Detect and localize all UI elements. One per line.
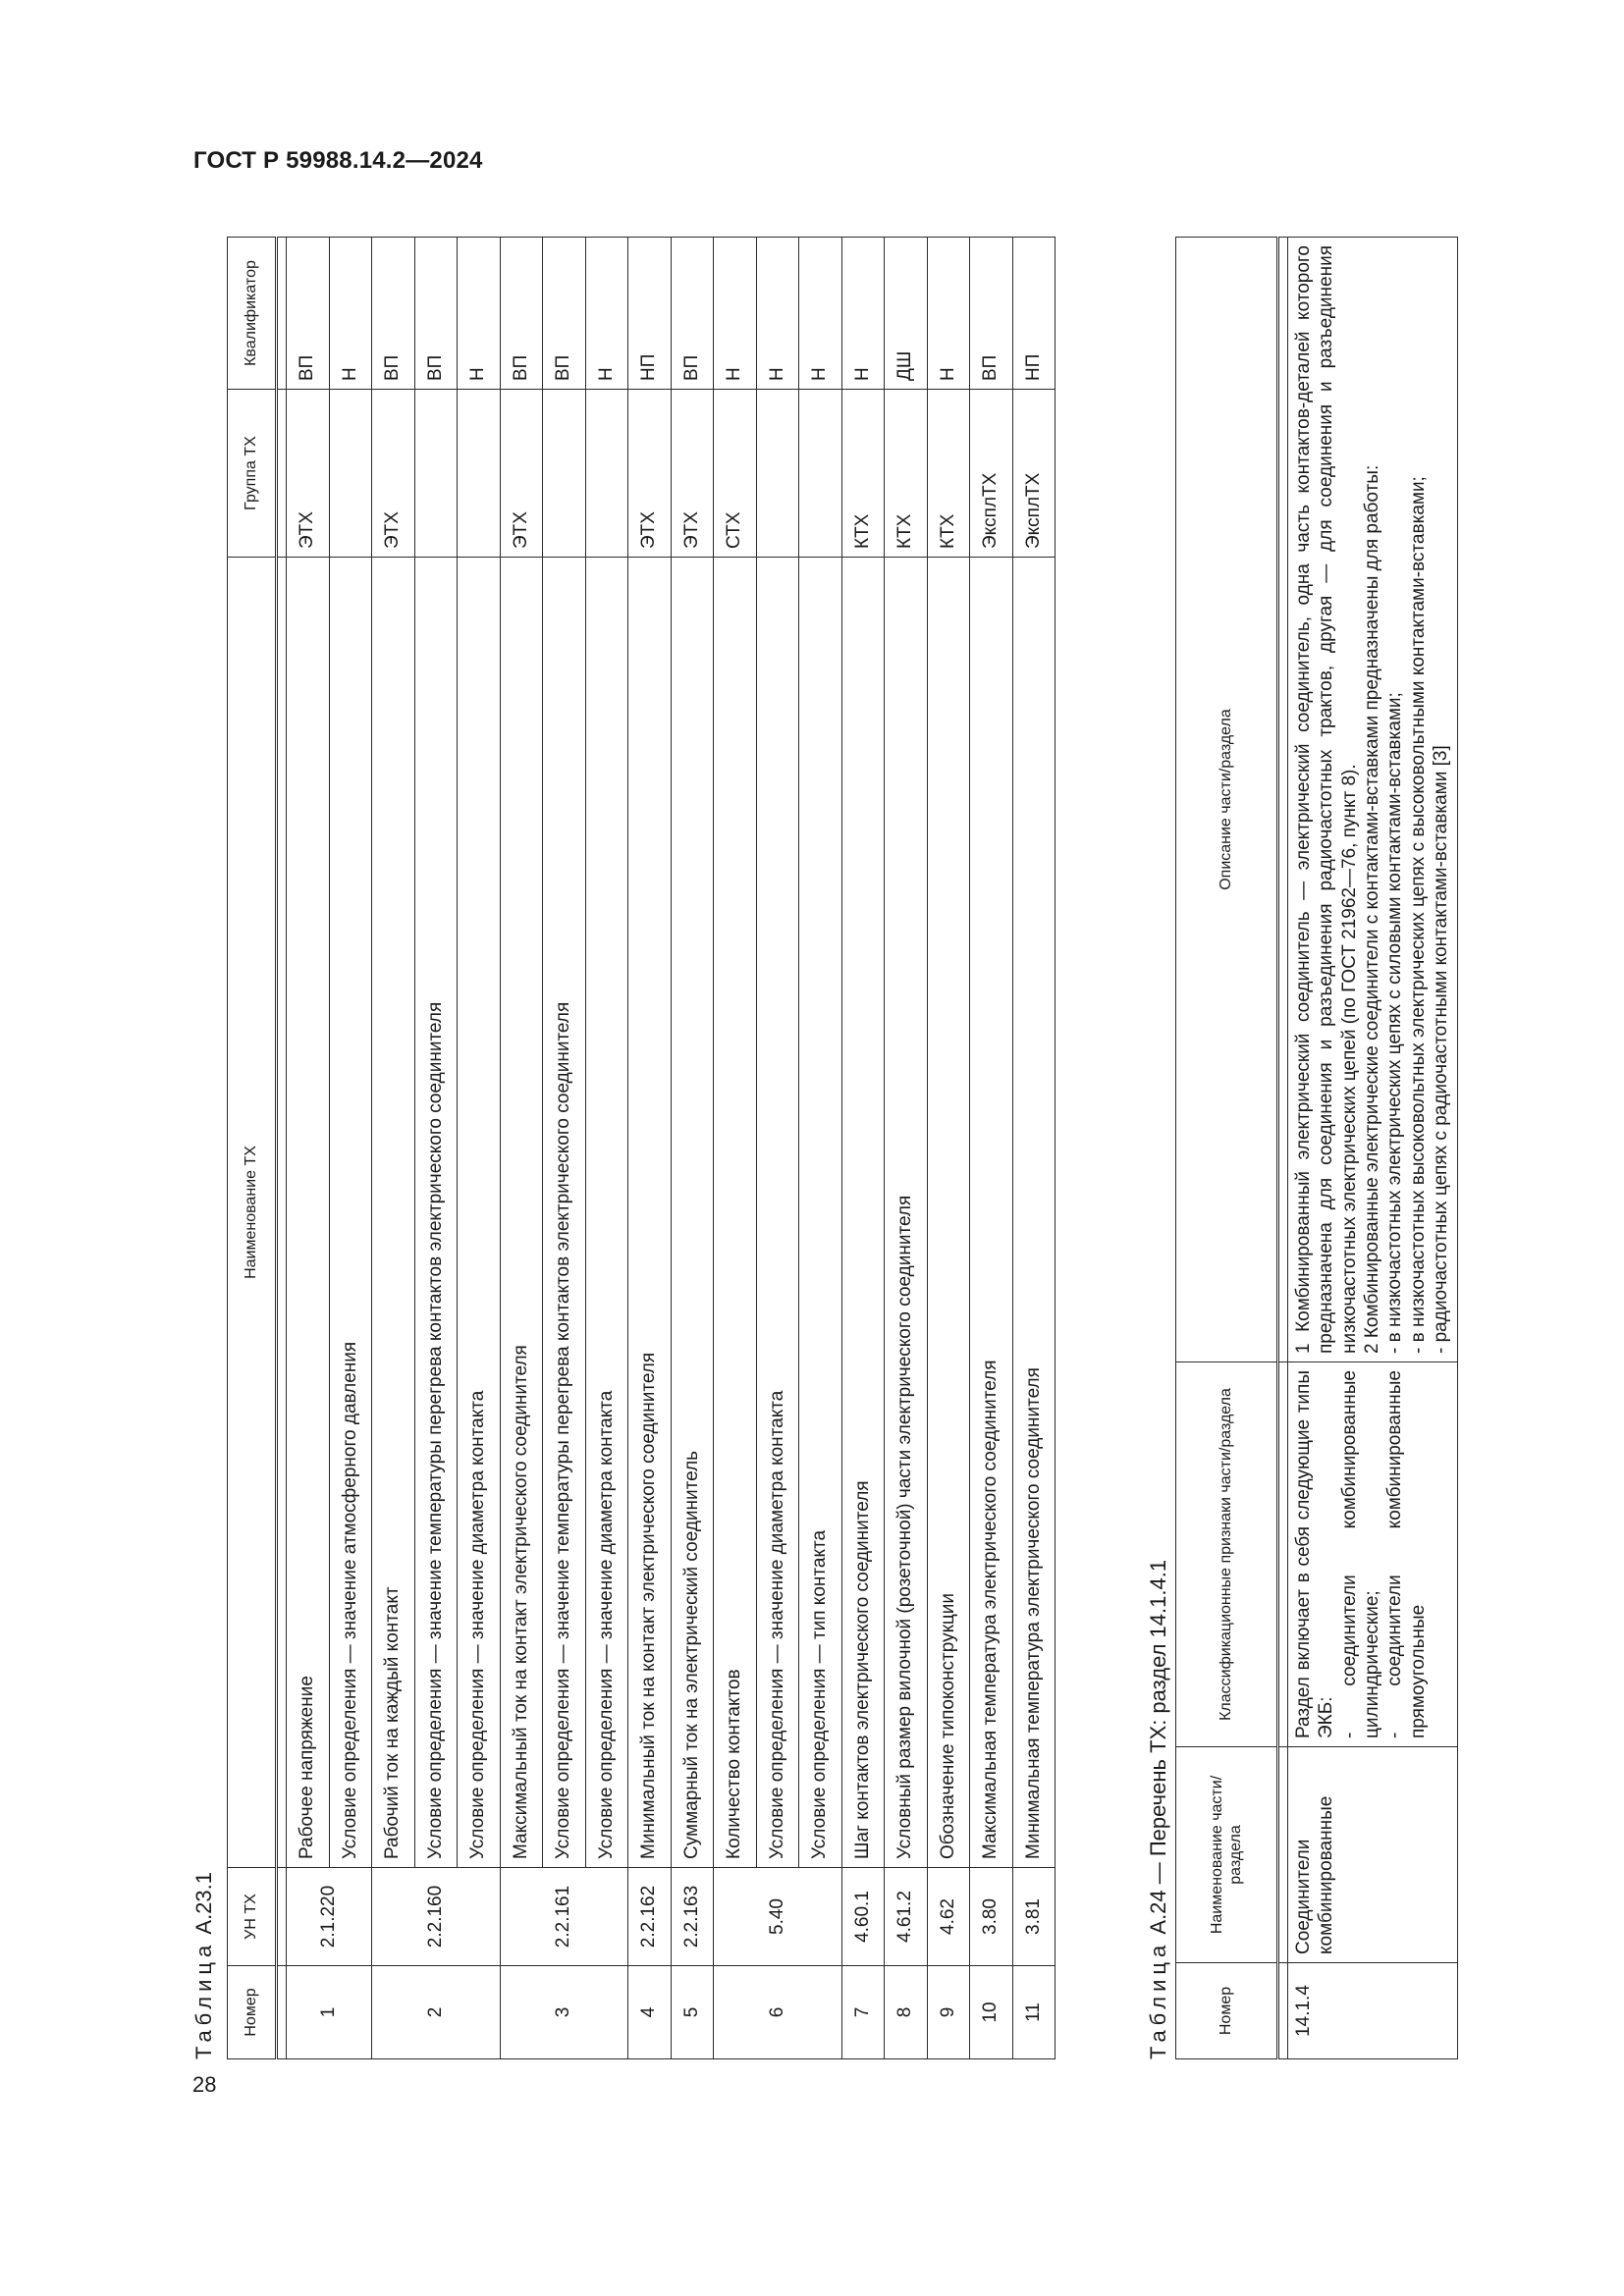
table-row: [885, 238, 928, 2059]
table-row: [714, 238, 757, 2059]
row-group: ЭксплТХ: [1012, 390, 1056, 558]
classification-line: Раздел включает в себя следующие типы ЭКБ:: [1293, 1370, 1337, 1738]
row-code: 2.1.220: [287, 1868, 372, 1966]
row-group: СТХ: [714, 390, 757, 558]
row-name: Количество контактов: [714, 558, 757, 1868]
row-qualifier: НП: [628, 238, 672, 390]
row-code: 2.2.162: [628, 1868, 672, 1966]
table-row: [628, 238, 672, 2059]
description-paragraph: 1 Комбинированный электрический соединитель — электрический соединитель, одна часть контактов-деталей которого предназначена для соединения и разъединения радиочастотных трактов, другая — для соединения и разъединения низкочастотных электрических цепей (по ГОСТ 21962—76, пункт 8).: [1293, 245, 1360, 1354]
table1-caption-number: А.23.1: [191, 1872, 216, 1935]
row-qualifier: Н: [799, 238, 842, 390]
row-group: ЭТХ: [372, 390, 415, 558]
table-row: [799, 238, 842, 2059]
col-header-group-tx: Группа ТХ: [228, 390, 277, 558]
col-header-number: Номер: [228, 1966, 277, 2059]
row-qualifier: Н: [756, 238, 799, 390]
table-row: [543, 238, 586, 2059]
row-qualifier: ВП: [414, 238, 458, 390]
row-code: 2.2.163: [671, 1868, 714, 1966]
table-row: [970, 238, 1013, 2059]
row-name: Максимальная температура электрического соединителя: [970, 558, 1013, 1868]
row-group: КТХ: [885, 390, 928, 558]
row-group: [414, 390, 458, 558]
row-name: Условие определения — значение диаметра контакта: [756, 558, 799, 1868]
row-number: 3: [500, 1966, 628, 2059]
row-group: ЭТХ: [671, 390, 714, 558]
row-code: 5.40: [714, 1868, 842, 1966]
row-qualifier: Н: [458, 238, 501, 390]
row-group: КТХ: [927, 390, 970, 558]
row-name: Обозначение типоконструкции: [927, 558, 970, 1868]
table-row: [1288, 238, 1458, 2059]
row-number: 9: [927, 1966, 970, 2059]
table-row: [372, 238, 415, 2059]
table-row: [500, 238, 543, 2059]
row-name: Рабочий ток на каждый контакт: [372, 558, 415, 1868]
table2-caption: [1146, 1560, 1171, 2059]
col-header-description: Описание части/раздела: [1176, 238, 1278, 1362]
table2-header-row: [1176, 238, 1278, 2059]
row-code: 2.2.161: [500, 1868, 628, 1966]
row-qualifier: Н: [329, 238, 372, 390]
table-row: [458, 238, 501, 2059]
row-qualifier: ВП: [287, 238, 330, 390]
row-qualifier: ВП: [500, 238, 543, 390]
row-qualifier: НП: [1012, 238, 1056, 390]
table-row: [756, 238, 799, 2059]
row-code: 4.62: [927, 1868, 970, 1966]
table2-caption-rest: А.24 — Перечень ТХ: раздел 14.1.4.1: [1146, 1559, 1170, 1935]
row-qualifier: Н: [585, 238, 628, 390]
rotated-content: [191, 224, 1586, 2059]
row-name: Условие определения — значение температуры перегрева контактов электрического соединителя: [543, 558, 586, 1868]
row-name: Условие определения — значение атмосферного давления: [329, 558, 372, 1868]
table1-header-gap: [277, 238, 287, 2059]
table-row: [329, 238, 372, 2059]
row-qualifier: ВП: [543, 238, 586, 390]
row-classification: [1288, 1362, 1458, 1747]
row-number: 8: [885, 1966, 928, 2059]
description-paragraph: - радиочастотных цепях с радиочастотными контактами-вставками [3]: [1431, 745, 1452, 1354]
row-code: 3.80: [970, 1868, 1013, 1966]
description-paragraph: 2 Комбинированные электрические соединители с контактами-вставками предназначены для работы:: [1362, 464, 1383, 1354]
row-group: [458, 390, 501, 558]
table2-header-gap: [1278, 238, 1288, 2059]
row-qualifier: ВП: [671, 238, 714, 390]
row-number: 5: [671, 1966, 714, 2059]
row-qualifier: ВП: [970, 238, 1013, 390]
col-header-un-tx: УН ТХ: [228, 1868, 277, 1966]
col-header-number: Номер: [1176, 1963, 1278, 2059]
table-row: [841, 238, 885, 2059]
document-title: ГОСТ Р 59988.14.2—2024: [193, 147, 483, 174]
table-a24: [1175, 237, 1458, 2059]
table1-caption: [191, 1872, 217, 2059]
row-code: 4.61.2: [885, 1868, 928, 1966]
row-name: Шаг контактов электрического соединителя: [841, 558, 885, 1868]
row-qualifier: ВП: [372, 238, 415, 390]
row-code: 3.81: [1012, 1868, 1056, 1966]
table-row: [671, 238, 714, 2059]
row-number: 14.1.4: [1288, 1963, 1458, 2059]
description-paragraph: - в низкочастотных электрических цепях с силовыми контактами-вставками;: [1384, 692, 1406, 1354]
row-name: Суммарный ток на электрический соединитель: [671, 558, 714, 1868]
table-row: [927, 238, 970, 2059]
row-name: Условие определения — значение диаметра контакта: [458, 558, 501, 1868]
row-group: ЭТХ: [628, 390, 672, 558]
row-name: Максимальный ток на контакт электрического соединителя: [500, 558, 543, 1868]
row-code: 2.2.160: [372, 1868, 501, 1966]
row-group: [756, 390, 799, 558]
row-number: 6: [714, 1966, 842, 2059]
row-group: КТХ: [841, 390, 885, 558]
row-qualifier: Н: [927, 238, 970, 390]
row-name: Условие определения — значение температуры перегрева контактов электрического соединителя: [414, 558, 458, 1868]
row-group: ЭТХ: [500, 390, 543, 558]
table-row: [1012, 238, 1056, 2059]
row-group: ЭксплТХ: [970, 390, 1013, 558]
row-qualifier: Н: [714, 238, 757, 390]
table-row: [414, 238, 458, 2059]
description-paragraph: - в низкочастотных высоковольтных электрических цепях с высоковольтными контактами-вставками;: [1407, 476, 1429, 1354]
row-name: Условие определения — тип контакта: [799, 558, 842, 1868]
row-group: [543, 390, 586, 558]
row-number: 4: [628, 1966, 672, 2059]
row-number: 7: [841, 1966, 885, 2059]
row-name: Минимальная температура электрического соединителя: [1012, 558, 1056, 1868]
row-name: Условный размер вилочной (розеточной) части электрического соединителя: [885, 558, 928, 1868]
col-header-classification: Классификационные признаки части/раздела: [1176, 1362, 1278, 1747]
classification-line: - соединители комбинированные цилиндрические;: [1338, 1370, 1383, 1738]
row-name: Минимальный ток на контакт электрического соединителя: [628, 558, 672, 1868]
row-part-name: Соединители комбинированные: [1288, 1747, 1458, 1963]
row-group: [585, 390, 628, 558]
table1-caption-label: Таблица: [191, 1940, 216, 2059]
page-number: 28: [192, 2072, 217, 2097]
col-header-qualifier: Квалификатор: [228, 238, 277, 390]
row-number: 10: [970, 1966, 1013, 2059]
table-row: [287, 238, 330, 2059]
table1-header-row: [228, 238, 277, 2059]
row-group: [799, 390, 842, 558]
row-qualifier: ДШ: [885, 238, 928, 390]
table-a23-1: [227, 237, 1056, 2059]
classification-line: - соединители комбинированные прямоугольные: [1384, 1370, 1429, 1738]
col-header-part-name: Наименование части/раздела: [1176, 1747, 1278, 1963]
row-qualifier: Н: [841, 238, 885, 390]
row-code: 4.60.1: [841, 1868, 885, 1966]
row-group: ЭТХ: [287, 390, 330, 558]
row-number: 1: [287, 1966, 372, 2059]
col-header-name-tx: Наименование ТХ: [228, 558, 277, 1868]
row-number: 2: [372, 1966, 501, 2059]
row-number: 11: [1012, 1966, 1056, 2059]
row-name: Условие определения — значение диаметра контакта: [585, 558, 628, 1868]
table-row: [585, 238, 628, 2059]
table2-caption-label: Таблица: [1146, 1940, 1170, 2059]
row-name: Рабочее напряжение: [287, 558, 330, 1868]
row-group: [329, 390, 372, 558]
row-description: [1288, 238, 1458, 1362]
